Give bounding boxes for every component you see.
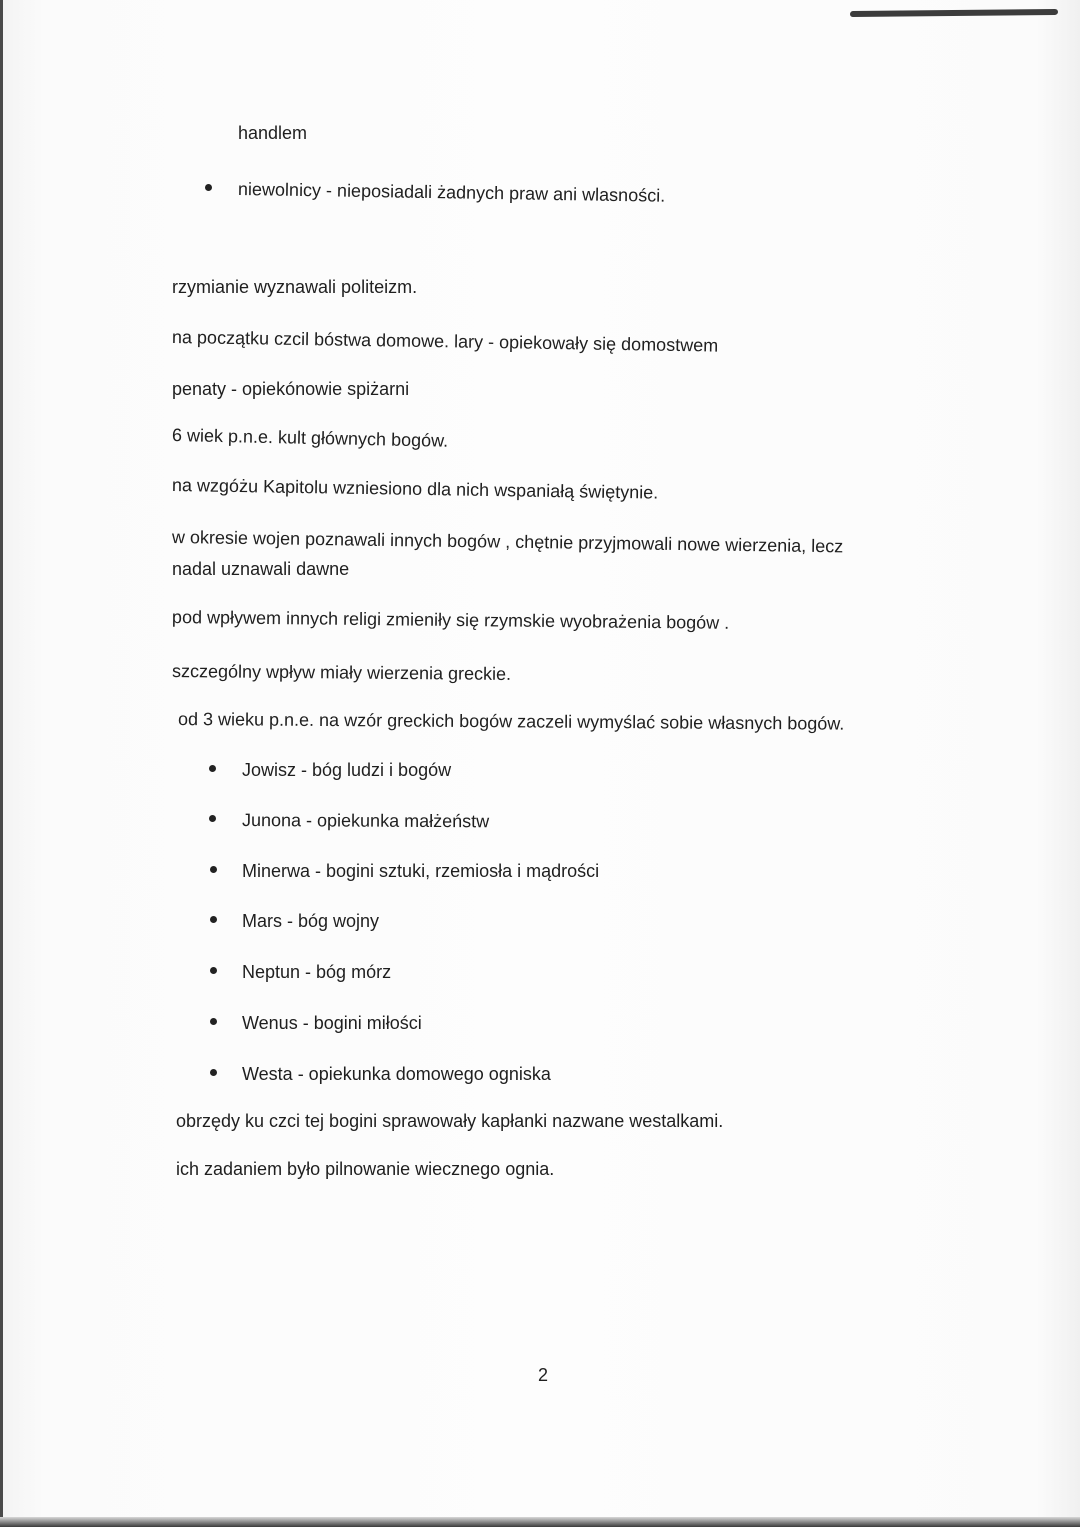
paragraph: od 3 wieku p.n.e. na wzór greckich bogów zaczeli wymyślać sobie własnych bogów. (177, 709, 845, 734)
paragraph: na początku czcil bóstwa domowe. lary - opiekowały się domostwem (171, 327, 719, 356)
bullet-icon (209, 815, 216, 822)
bullet-icon (210, 1018, 217, 1025)
god-item: Jowisz - bóg ludzi i bogów (242, 760, 452, 780)
god-item: Minerwa - bogini sztuki, rzemiosła i mądrości (242, 861, 600, 881)
god-item: Junona - opiekunka małżeństw (241, 810, 490, 832)
closing-paragraph: ich zadaniem było pilnowanie wiecznego ognia. (176, 1159, 555, 1179)
god-item: Neptun - bóg mórz (242, 962, 392, 982)
paragraph: w okresie wojen poznawali innych bogów , chętnie przyjmowali nowe wierzenia, lecz (171, 527, 844, 557)
god-item: Wenus - bogini miłości (242, 1013, 422, 1033)
god-item: Mars - bóg wojny (242, 911, 380, 931)
paragraph: na wzgóżu Kapitolu wzniesiono dla nich wspaniałą świętynie. (171, 475, 659, 503)
paragraph: penaty - opiekónowie spiżarni (172, 379, 410, 399)
closing-paragraph: obrzędy ku czci tej bogini sprawowały kapłanki nazwane westalkami. (176, 1111, 724, 1131)
continuation-text: handlem (238, 123, 308, 143)
bullet-icon (210, 866, 217, 873)
page-number: 2 (538, 1365, 549, 1385)
god-item: Westa - opiekunka domowego ogniska (242, 1064, 551, 1084)
page-top-shadow (850, 9, 1058, 17)
paragraph: nadal uznawali dawne (172, 559, 350, 579)
page-left-edge (0, 0, 3, 1527)
slaves-text: niewolnicy - nieposiadali żadnych praw ani wlasności. (237, 179, 666, 206)
bullet-icon (205, 184, 212, 191)
bullet-icon (210, 1069, 217, 1076)
paragraph: szczególny wpływ miały wierzenia greckie. (171, 661, 512, 684)
paragraph: rzymianie wyznawali politeizm. (172, 277, 418, 297)
paragraph: pod wpływem innych religi zmieniły się rzymskie wyobrażenia bogów . (171, 607, 730, 633)
bullet-icon (210, 916, 217, 923)
bullet-icon (210, 967, 217, 974)
bullet-icon (209, 765, 216, 772)
paragraph: 6 wiek p.n.e. kult głównych bogów. (171, 425, 449, 451)
page-bottom-edge (0, 1517, 1080, 1527)
